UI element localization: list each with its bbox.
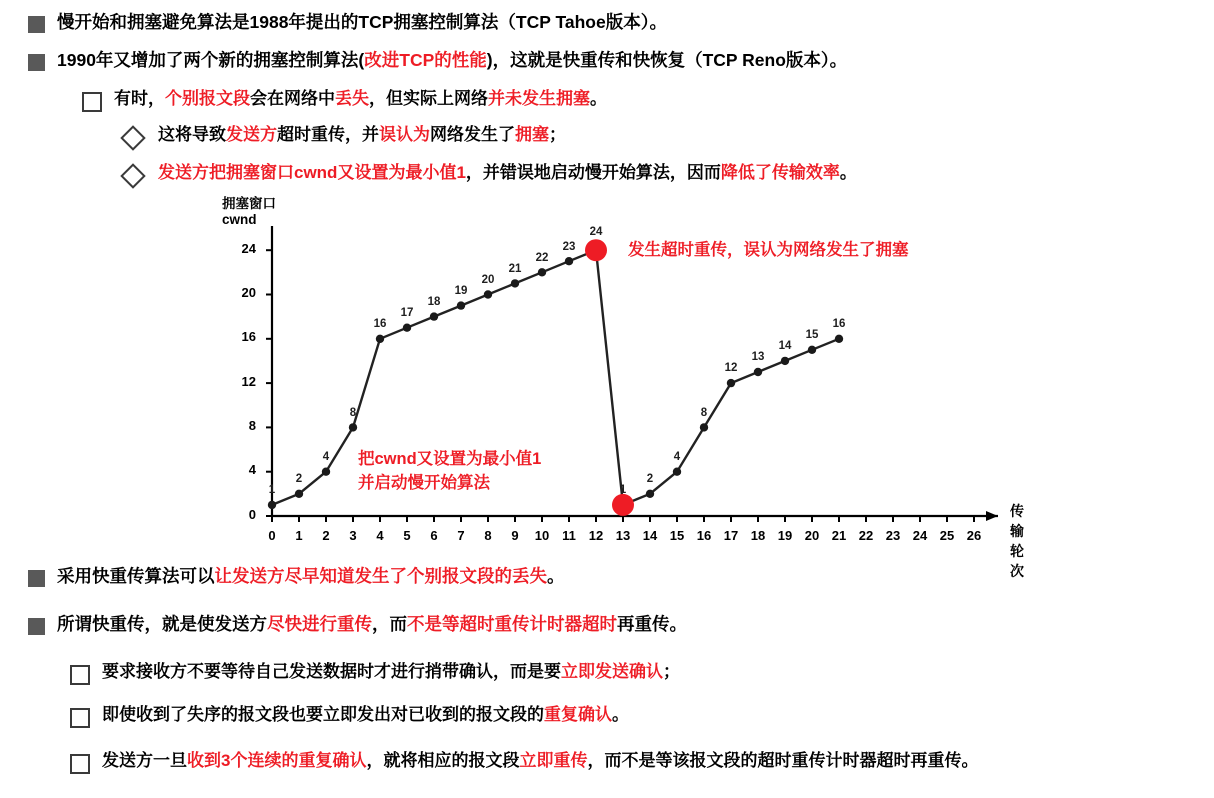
x-tick-label: 2 — [322, 528, 330, 543]
point-label: 1 — [268, 484, 276, 496]
y-tick-label: 0 — [248, 507, 256, 522]
x-tick-label: 6 — [430, 528, 438, 543]
y-tick-label: 24 — [241, 241, 256, 256]
bullet-row-5 — [122, 162, 857, 185]
x-tick-label: 18 — [750, 528, 766, 543]
bullet-marker-diamond — [120, 163, 145, 188]
bullet-text: 采用快重传算法可以让发送方尽早知道发生了个别报文段的丢失。 — [57, 566, 565, 586]
point-label: 2 — [295, 473, 303, 485]
x-tick-label: 24 — [912, 528, 928, 543]
x-tick-label: 17 — [723, 528, 739, 543]
x-tick-label: 20 — [804, 528, 820, 543]
x-tick-label: 0 — [268, 528, 276, 543]
bullet-marker-square — [28, 16, 45, 33]
y-tick-label: 8 — [248, 418, 256, 433]
bullet-row-10 — [70, 750, 978, 774]
x-tick-label: 16 — [696, 528, 712, 543]
bullet-marker-hollow — [70, 708, 90, 728]
point-label: 8 — [349, 407, 357, 419]
point-label: 21 — [508, 263, 522, 275]
point-label: 15 — [805, 329, 819, 341]
x-tick-label: 12 — [588, 528, 604, 543]
point-label: 4 — [322, 451, 330, 463]
point-label: 13 — [751, 351, 765, 363]
point-label: 20 — [481, 274, 495, 286]
bullet-marker-diamond — [120, 125, 145, 150]
bullet-text: 发送方把拥塞窗口cwnd又设置为最小值1，并错误地启动慢开始算法，因而降低了传输效率。 — [158, 163, 857, 182]
x-tick-label: 22 — [858, 528, 874, 543]
point-label: 17 — [400, 307, 414, 319]
bullet-text: 1990年又增加了两个新的拥塞控制算法(改进TCP的性能)，这就是快重传和快恢复（TCP Reno版本）。 — [57, 50, 848, 70]
bullet-marker-hollow — [70, 754, 90, 774]
x-tick-label: 21 — [831, 528, 847, 543]
point-label: 14 — [778, 340, 792, 352]
bullet-text: 有时，个别报文段会在网络中丢失，但实际上网络并未发生拥塞。 — [114, 89, 607, 108]
x-tick-label: 8 — [484, 528, 492, 543]
bullet-text: 要求接收方不要等待自己发送数据时才进行捎带确认，而是要立即发送确认； — [102, 662, 680, 681]
bullet-text: 发送方一旦收到3个连续的重复确认，就将相应的报文段立即重传，而不是等该报文段的超时重传计时器超时再重传。 — [102, 751, 979, 770]
x-tick-label: 19 — [777, 528, 793, 543]
y-axis-title-line2: cwnd — [222, 212, 257, 228]
point-label: 24 — [589, 226, 603, 238]
bullet-marker-hollow — [82, 92, 102, 112]
x-tick-label: 10 — [534, 528, 550, 543]
y-tick-label: 16 — [241, 329, 256, 344]
x-tick-label: 25 — [939, 528, 955, 543]
bullet-text: 即使收到了失序的报文段也要立即发出对已收到的报文段的重复确认。 — [102, 705, 629, 724]
y-axis-title-line1: 拥塞窗口 — [222, 196, 276, 211]
bullet-text: 所谓快重传，就是使发送方尽快进行重传，而不是等超时重传计时器超时再重传。 — [57, 614, 687, 634]
point-label: 19 — [454, 285, 468, 297]
point-label: 2 — [646, 473, 654, 485]
bullet-row-4 — [122, 124, 566, 147]
bullet-text: 这将导致发送方超时重传，并误认为网络发生了拥塞； — [158, 125, 566, 144]
point-label: 12 — [724, 362, 738, 374]
bullet-marker-square — [28, 54, 45, 71]
annotation-cwnd-reset-line1: 把cwnd又设置为最小值1 — [358, 450, 542, 468]
y-tick-label: 12 — [241, 374, 256, 389]
bullet-row-1 — [28, 12, 667, 34]
x-tick-label: 4 — [376, 528, 384, 543]
point-label: 8 — [700, 407, 708, 419]
point-label: 22 — [535, 252, 549, 264]
x-tick-label: 11 — [562, 528, 576, 543]
congestion-window-chart — [222, 196, 1030, 579]
annotation-timeout-retransmit: 发生超时重传，误认为网络发生了拥塞 — [628, 241, 909, 259]
bullet-row-3 — [82, 88, 607, 112]
x-tick-label: 14 — [642, 528, 658, 543]
x-tick-label: 15 — [669, 528, 685, 543]
y-tick-label: 4 — [248, 462, 256, 477]
x-tick-label: 26 — [966, 528, 982, 543]
x-tick-label: 13 — [615, 528, 631, 543]
point-label: 23 — [562, 241, 576, 253]
x-tick-label: 9 — [511, 528, 519, 543]
bullet-row-7 — [28, 614, 687, 636]
x-tick-label: 5 — [403, 528, 411, 543]
bullet-row-6 — [28, 566, 565, 588]
bullet-text: 慢开始和拥塞避免算法是1988年提出的TCP拥塞控制算法（TCP Tahoe版本）。 — [57, 12, 667, 32]
point-label: 18 — [427, 296, 441, 308]
bullet-marker-square — [28, 570, 45, 587]
bullet-marker-hollow — [70, 665, 90, 685]
bullet-row-9 — [70, 704, 629, 728]
x-tick-label: 1 — [295, 528, 303, 543]
point-label: 16 — [832, 318, 846, 330]
bullet-row-2 — [28, 50, 847, 72]
x-tick-label: 3 — [349, 528, 357, 543]
bullet-row-8 — [70, 661, 680, 685]
point-label: 1 — [619, 484, 627, 496]
x-axis-title: 传输轮次 — [1010, 503, 1024, 579]
x-tick-label: 23 — [885, 528, 901, 543]
x-tick-label: 7 — [457, 528, 465, 543]
bullet-marker-square — [28, 618, 45, 635]
point-label: 4 — [673, 451, 681, 463]
point-label: 16 — [373, 318, 387, 330]
y-tick-label: 20 — [241, 285, 256, 300]
annotation-cwnd-reset-line2: 并启动慢开始算法 — [358, 474, 490, 492]
